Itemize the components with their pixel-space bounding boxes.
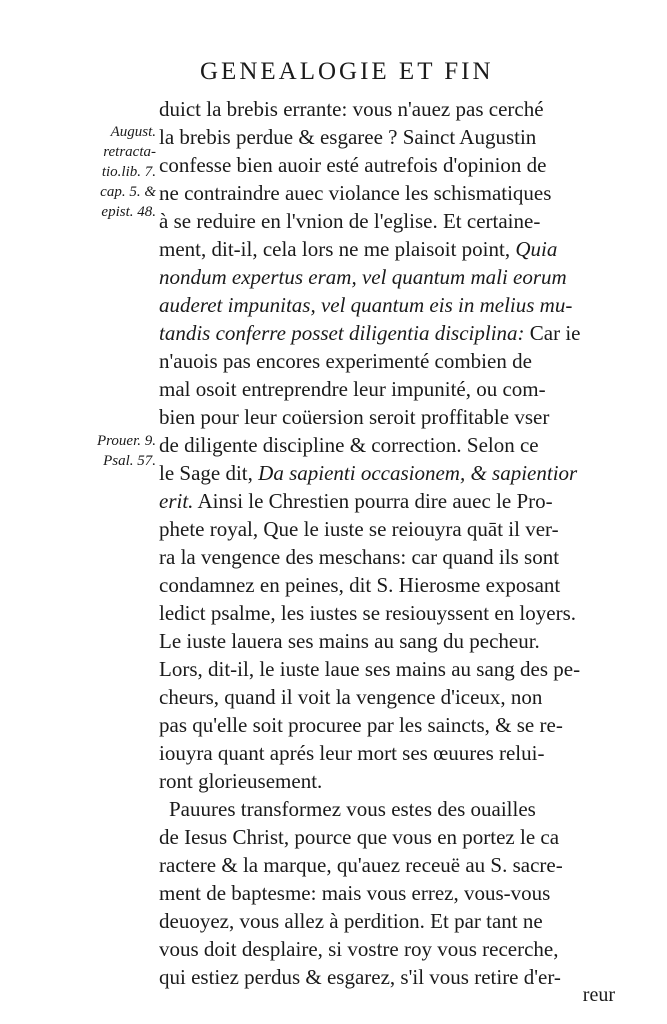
line-text: Le iuste lauera ses mains au sang du pecheur. [159,629,540,653]
line-text: de Iesus Christ, pource que vous en portez le ca [159,825,560,849]
line-text: vous doit desplaire, si vostre roy vous recerche, [159,937,559,961]
text-line [159,291,621,319]
line-text: Lors, dit-il, le iuste laue ses mains au sang des pe- [159,657,581,681]
text-line [159,823,621,851]
line-text: ra la vengence des meschans: car quand ils sont [159,545,560,569]
text-line [159,375,621,403]
text-line [159,879,621,907]
line-text: Car ie [529,321,581,345]
body-text [159,95,621,991]
text-line [159,319,621,347]
line-text: deuoyez, vous allez à perdition. Et par tant ne [159,909,543,933]
text-line [159,487,621,515]
line-text: qui estiez perdus & esgarez, s'il vous retire d'er- [159,965,561,989]
text-line [159,403,621,431]
line-text: condamnez en peines, dit S. Hierosme exposant [159,573,561,597]
italic-latin-text: nondum expertus eram, vel quantum mali eorum [159,265,567,289]
text-line [159,739,621,767]
text-line [159,431,621,459]
margin-note-line: cap. 5. & [100,184,156,200]
line-text: iouyra quant aprés leur mort ses œuures relui- [159,741,545,765]
line-text: duict la brebis errante: vous n'auez pas cerché [159,97,544,121]
text-line [159,571,621,599]
catchword: reur [582,984,615,1006]
italic-latin-text: Quia [515,237,558,261]
line-text: ractere & la marque, qu'auez receuë au S. sacre- [159,853,563,877]
margin-note-line: Prouer. 9. [96,433,156,449]
margin-note-line: tio.lib. 7. [101,164,156,180]
text-line [159,459,621,487]
line-text: n'auois pas encores experimenté combien de [159,349,532,373]
italic-latin-text: erit. [159,489,194,513]
line-text: phete royal, Que le iuste se reiouyra quāt il ver- [159,517,559,541]
text-line [159,907,621,935]
text-line [159,795,621,823]
italic-latin-text: tandis conferre posset diligentia disciplina: [159,321,525,345]
line-text: la brebis perdue & esgaree ? Sainct Augustin [159,125,537,149]
line-text: Ainsi le Chrestien pourra dire auec le Pro- [197,489,553,513]
text-line [159,627,621,655]
running-head: GENEALOGIE ET FIN [200,58,494,85]
margin-note-line: epist. 48. [101,204,156,220]
line-text: Pauures transformez vous estes des ouailles [169,797,536,821]
line-text: à se reduire en l'vnion de l'eglise. Et certaine- [159,209,541,233]
margin-note-augustine [78,122,156,222]
line-text: ront glorieusement. [159,769,323,793]
text-line [159,263,621,291]
line-text: ledict psalme, les iustes se resiouyssent en loyers. [159,601,576,625]
text-line [159,963,621,991]
margin-note-proverbs [78,431,156,471]
text-line [159,543,621,571]
text-line [159,851,621,879]
italic-latin-text: Da sapienti occasionem, & sapientior [258,461,578,485]
margin-note-line: August. [110,124,156,140]
text-line [159,151,621,179]
text-line [159,207,621,235]
line-text: le Sage dit, [159,461,253,485]
text-line [159,347,621,375]
text-line [159,935,621,963]
line-text: ment, dit-il, cela lors ne me plaisoit point, [159,237,511,261]
line-text: bien pour leur coüersion seroit proffitable vser [159,405,550,429]
text-line [159,95,621,123]
text-line [159,123,621,151]
text-line [159,179,621,207]
text-line [159,711,621,739]
italic-latin-text: auderet impunitas, vel quantum eis in melius mu- [159,293,573,317]
line-text: cheurs, quand il voit la vengence d'iceux, non [159,685,543,709]
text-line [159,235,621,263]
text-line [159,599,621,627]
text-line [159,655,621,683]
text-line [159,515,621,543]
line-text: ne contraindre auec violance les schismatiques [159,181,552,205]
margin-note-line: Psal. 57. [103,453,156,469]
line-text: de diligente discipline & correction. Selon ce [159,433,539,457]
line-text: pas qu'elle soit procuree par les saincts, & se re- [159,713,563,737]
line-text: ment de baptesme: mais vous errez, vous-vous [159,881,551,905]
line-text: confesse bien auoir esté autrefois d'opinion de [159,153,547,177]
margin-note-line: retracta- [103,144,156,160]
text-line [159,683,621,711]
line-text: mal osoit entreprendre leur impunité, ou com- [159,377,546,401]
text-line [159,767,621,795]
